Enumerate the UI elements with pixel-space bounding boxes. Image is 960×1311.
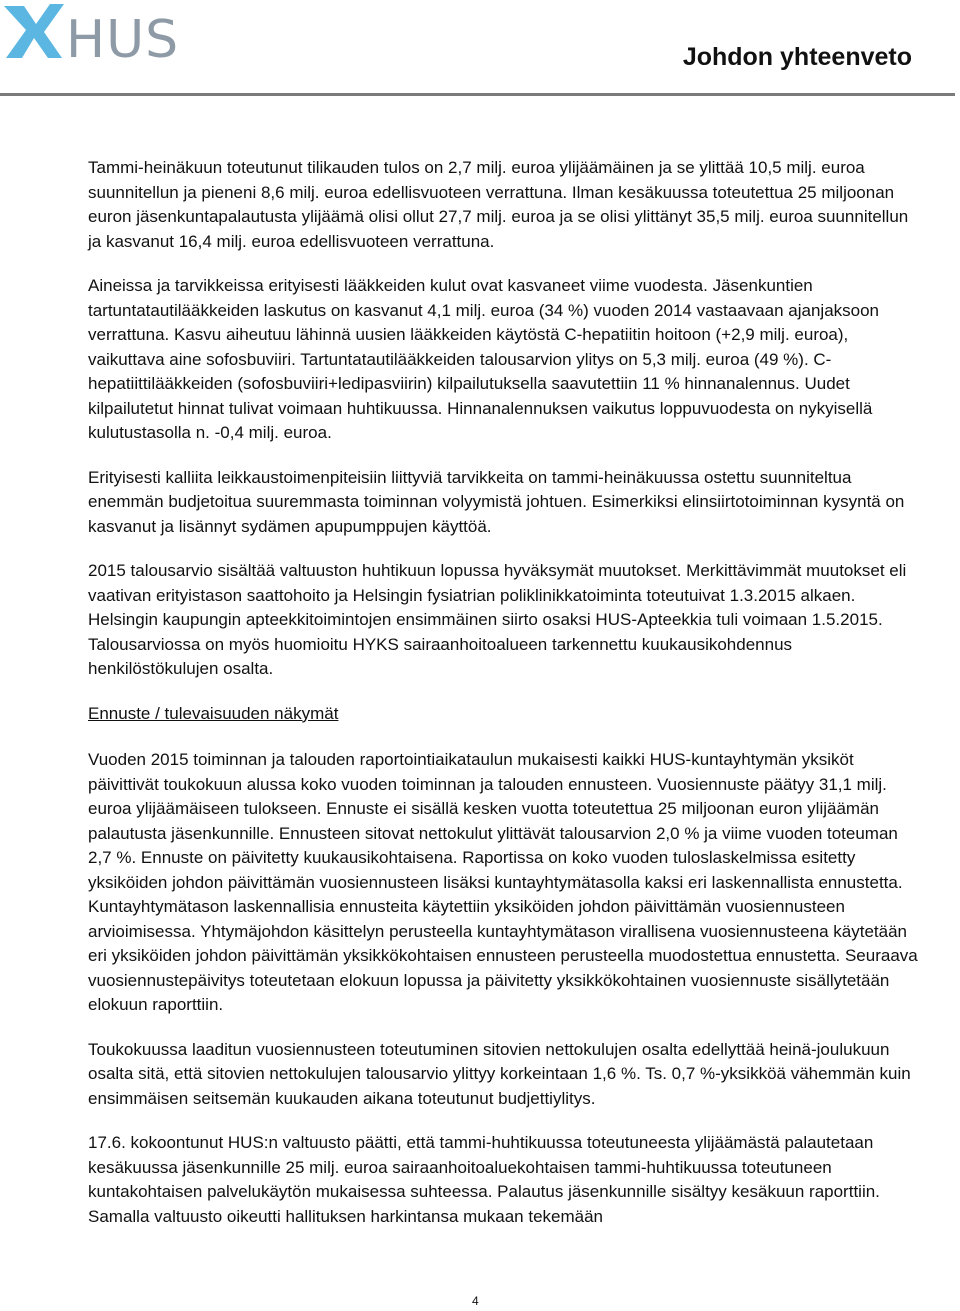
page-number-text: 4 [472,1294,479,1308]
page-header [0,0,960,100]
hus-logo [0,0,200,80]
header-divider [0,93,955,96]
paragraph-forecast: Vuoden 2015 toiminnan ja talouden raportointiaikataulun mukaisesti kaikki HUS-kuntayhtymän yksiköt päivittivät toukokuun alussa koko vuoden toiminnan ja talouden ennusteen. Vuosiennuste päätyy 31,1 milj. euroa ylijäämäiseen tulokseen. Ennuste ei sisällä kesken vuotta toteutettua 25 miljoonan euron ylijäämän palautusta jäsenkunnille. Ennusteen sitovat nettokulut ylittävät talousarvion 2,0 % ja viime vuoden toteuman 2,7 %. Ennuste on päivitetty kuukausikohtaisena. Raportissa on koko vuoden tuloslaskelmissa esitetty yksiköiden johdon päivittämän vuosiennusteen lisäksi kuntayhtymätasolla kaksi eri laskennallista ennustetta. Kuntayhtymätason laskennallisia ennusteita käytettiin yksiköiden johdon päivittämän vuosiennusteen arvioimisessa. Yhtymäjohdon käsittelyn perusteella kuntayhtymätason virallisena vuosiennusteena käytetään eri yksiköiden johdon päivittämän yksikkökohtaisen ennusteen perusteella muodostettua ennustetta. Seuraava vuosiennustepäivitys toteutetaan elokuun lopussa ja päivitetty yksikkökohtainen vuosiennuste sisällytetään elokuun raporttiin. [88,750,918,1014]
logo-text: HUS [66,10,180,70]
page-title: Johdon yhteenveto [682,43,912,71]
paragraph-forecast-realization: Toukokuussa laaditun vuosiennusteen toteutuminen sitovien nettokulujen osalta edellyttää heinä-joulukuun osalta sitä, että sitovien nettokulujen talousarvio ylittyy korkeintaan 1,6 %. Ts. 0,7 %-yksikköä vähemmän kuin ensimmäisen seitsemän kuukauden aikana toteutunut budjettiylitys. [88,1039,911,1108]
section-heading-forecast: Ennuste / tulevaisuuden näkymät [88,703,339,723]
paragraph-surgical-supplies: Erityisesti kalliita leikkaustoimenpiteisiin liittyviä tarvikkeita on tammi-heinäkuussa ostettu suunniteltua enemmän budjetoitua suuremmasta toiminnan volyymistä johtuen. Esimerkiksi elinsiirtotoiminnan kysyntä on kasvanut ja lisännyt sydämen apupumppujen käyttöä. [88,467,905,536]
paragraph-medicine-costs: Aineissa ja tarvikkeissa erityisesti lääkkeiden kulut ovat kasvaneet viime vuodesta. Jäsenkuntien tartuntatautilääkkeiden laskutus on kasvanut 4,1 milj. euroa (34 %) vuoden 2014 vastaavaan ajanjaksoon verrattuna. Kasvu aiheutuu lähinnä uusien lääkkeiden käytöstä C-hepatiitin hoitoon (+2,9 milj. euroa), vaikuttava aine sofosbuviiri. Tartuntatautilääkkeiden talousarvion ylitys on 5,3 milj. euroa (49 %). C- hepatiittilääkkeiden (sofosbuviiri+ledipasviirin) kilpailutuksella saavutettiin 11 % hinnanalennus. Uudet kilpailutetut hinnat tulivat voimaan huhtikuussa. Hinnanalennuksen vaikutus loppuvuodesta on nykyisellä kulutustasolla n. -0,4 milj. euroa. [88,276,880,442]
paragraph-council-decision: 17.6. kokoontunut HUS:n valtuusto päätti, että tammi-huhtikuussa toteutuneesta ylijäämästä palautetaan kesäkuussa jäsenkunnille 25 milj. euroa sairaanhoitoaluekohtaisen tammi-huhtikuussa toteutuneen kuntakohtaisen palvelukäytön mukaisessa suhteessa. Palautus jäsenkunnille sisältyy kesäkuun raporttiin. Samalla valtuusto oikeutti hallituksen harkintansa mukaan tekemään [88,1133,880,1226]
paragraph-budget-changes: 2015 talousarvio sisältää valtuuston huhtikuun lopussa hyväksymät muutokset. Merkittävimmät muutokset eli vaativan erityistason saattohoito ja Helsingin fysiatrian poliklinikkatoiminta toteutuivat 1.3.2015 alkaen. Helsingin kaupungin apteekkitoimintojen ensimmäinen siirto osaksi HUS-Apteekkia tuli voimaan 1.5.2015. Talousarviossa on myös huomioitu HYKS sairaanhoitoalueen tarkennettu kuukausikohdennus henkilöstökulujen osalta. [88,561,907,678]
paragraph-result-summary: Tammi-heinäkuun toteutunut tilikauden tulos on 2,7 milj. euroa ylijäämäinen ja se ylittää 10,5 milj. euroa suunnitellun ja pieneni 8,6 milj. euroa edellisvuoteen verrattuna. Ilman kesäkuussa toteutettua 25 miljoonan euron jäsenkuntapalautusta ylijäämä olisi ollut 27,7 milj. euroa ja se olisi ylittänyt 35,5 milj. euroa suunnitellun ja kasvanut 16,4 milj. euroa edellisvuoteen verrattuna. [88,158,909,251]
hus-logo-mark-icon [0,0,66,64]
document-body [88,156,923,1249]
